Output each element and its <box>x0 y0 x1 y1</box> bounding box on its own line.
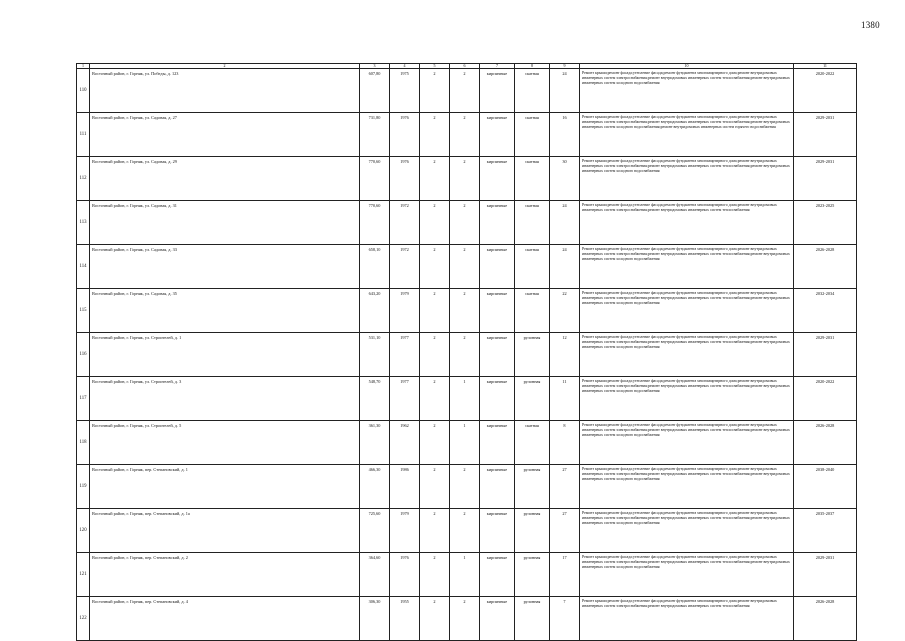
repair-period-cell: 2026-2028 <box>794 245 857 289</box>
repair-works-cell: Ремонт крыши;ремонт фасада;утепление фасада;ремонт фундамента многоквартирного дома;ремонт внутридомовых инженерных систем электроснабжения;ремонт внутридомовых инженерных систем теплоснабжения;ремонт внутридомовых инженерных систем холодного водоснабжения <box>580 245 794 289</box>
column-number: 4 <box>390 64 420 69</box>
repair-works-cell: Ремонт крыши;ремонт фасада;утепление фасада;ремонт фундамента многоквартирного дома;ремонт внутридомовых инженерных систем электроснабжения;ремонт внутридомовых инженерных систем теплоснабжения;ремонт внутридомовых инженерных систем холодного водоснабжения <box>580 465 794 509</box>
entrances-cell: 2 <box>450 465 480 509</box>
entrances-cell: 2 <box>450 597 480 641</box>
table-row <box>77 421 857 465</box>
row-number: 119 <box>77 465 90 509</box>
table-body <box>77 69 857 641</box>
repair-works-cell: Ремонт крыши;ремонт фасада;утепление фасада;ремонт фундамента многоквартирного дома;ремонт внутридомовых инженерных систем электроснабжения;ремонт внутридомовых инженерных систем теплоснабжения;ремонт внутридомовых инженерных систем холодного водоснабжения;ремонт внутридомовых инженерных систем горячего водоснабжения <box>580 113 794 157</box>
page-number: 1380 <box>861 20 880 30</box>
apartments-cell: 11 <box>550 377 580 421</box>
column-number: 10 <box>580 64 794 69</box>
entrances-cell: 2 <box>450 245 480 289</box>
area-cell: 725,60 <box>360 509 390 553</box>
apartments-cell: 27 <box>550 509 580 553</box>
entrances-cell: 2 <box>450 201 480 245</box>
roof-type-cell: рулонная <box>515 333 550 377</box>
wall-material-cell: кирпичные <box>480 509 515 553</box>
repair-works-cell: Ремонт крыши;ремонт фасада;утепление фасада;ремонт фундамента многоквартирного дома;ремонт внутридомовых инженерных систем электроснабжения;ремонт внутридомовых инженерных систем теплоснабжения;ремонт внутридомовых инженерных систем холодного водоснабжения <box>580 69 794 113</box>
floors-cell: 2 <box>420 245 450 289</box>
entrances-cell: 2 <box>450 157 480 201</box>
area-cell: 548,70 <box>360 377 390 421</box>
year-built-cell: 1955 <box>390 597 420 641</box>
floors-cell: 2 <box>420 465 450 509</box>
wall-material-cell: кирпичные <box>480 597 515 641</box>
repair-works-cell: Ремонт крыши;ремонт фасада;утепление фасада;ремонт фундамента многоквартирного дома;ремонт внутридомовых инженерных систем электроснабжения;ремонт внутридомовых инженерных систем теплоснабжения;ремонт внутридомовых инженерных систем холодного водоснабжения <box>580 553 794 597</box>
row-number: 118 <box>77 421 90 465</box>
column-number: 7 <box>480 64 515 69</box>
row-number: 112 <box>77 157 90 201</box>
repair-period-cell: 2029-2031 <box>794 113 857 157</box>
area-cell: 770,60 <box>360 157 390 201</box>
apartments-cell: 24 <box>550 69 580 113</box>
year-built-cell: 1976 <box>390 113 420 157</box>
apartments-cell: 27 <box>550 465 580 509</box>
roof-type-cell: рулонная <box>515 553 550 597</box>
column-number: 1 <box>77 64 90 69</box>
year-built-cell: 1962 <box>390 421 420 465</box>
row-number: 121 <box>77 553 90 597</box>
capital-repair-table <box>76 63 857 641</box>
table-row <box>77 333 857 377</box>
address-cell: Восточный район, г. Горняк, ул. Садовая, д. 33 <box>90 245 360 289</box>
repair-period-cell: 2029-2031 <box>794 157 857 201</box>
wall-material-cell: кирпичные <box>480 377 515 421</box>
column-number: 8 <box>515 64 550 69</box>
table-row <box>77 465 857 509</box>
year-built-cell: 1986 <box>390 465 420 509</box>
entrances-cell: 1 <box>450 553 480 597</box>
address-cell: Восточный район, г. Горняк, пер. Степановский, д. 1 <box>90 465 360 509</box>
apartments-cell: 24 <box>550 201 580 245</box>
column-number: 2 <box>90 64 360 69</box>
column-number: 3 <box>360 64 390 69</box>
entrances-cell: 2 <box>450 69 480 113</box>
area-cell: 531,10 <box>360 333 390 377</box>
repair-works-cell: Ремонт крыши;ремонт фасада;утепление фасада;ремонт фундамента многоквартирного дома;ремонт внутридомовых инженерных систем электроснабжения;ремонт внутридомовых инженерных систем теплоснабжения <box>580 201 794 245</box>
floors-cell: 2 <box>420 157 450 201</box>
entrances-cell: 1 <box>450 377 480 421</box>
repair-works-cell: Ремонт крыши;ремонт фасада;утепление фасада;ремонт фундамента многоквартирного дома;ремонт внутридомовых инженерных систем электроснабжения;ремонт внутридомовых инженерных систем теплоснабжения;ремонт внутридомовых инженерных систем холодного водоснабжения <box>580 333 794 377</box>
row-number: 117 <box>77 377 90 421</box>
address-cell: Восточный район, г. Горняк, ул. Садовая, д. 27 <box>90 113 360 157</box>
roof-type-cell: рулонная <box>515 377 550 421</box>
floors-cell: 2 <box>420 509 450 553</box>
roof-type-cell: скатная <box>515 201 550 245</box>
address-cell: Восточный район, г. Горняк, ул. Строителей, д. 5 <box>90 421 360 465</box>
roof-type-cell: скатная <box>515 245 550 289</box>
entrances-cell: 2 <box>450 113 480 157</box>
roof-type-cell: рулонная <box>515 509 550 553</box>
table-row <box>77 553 857 597</box>
address-cell: Восточный район, г. Горняк, пер. Степановский, д. 1а <box>90 509 360 553</box>
year-built-cell: 1976 <box>390 553 420 597</box>
roof-type-cell: рулонная <box>515 465 550 509</box>
year-built-cell: 1972 <box>390 245 420 289</box>
address-cell: Восточный район, г. Горняк, пер. Степановский, д. 2 <box>90 553 360 597</box>
area-cell: 770,60 <box>360 201 390 245</box>
row-number: 115 <box>77 289 90 333</box>
row-number: 113 <box>77 201 90 245</box>
repair-works-cell: Ремонт крыши;ремонт фасада;утепление фасада;ремонт фундамента многоквартирного дома;ремонт внутридомовых инженерных систем электроснабжения;ремонт внутридомовых инженерных систем теплоснабжения <box>580 597 794 641</box>
year-built-cell: 1977 <box>390 333 420 377</box>
year-built-cell: 1975 <box>390 69 420 113</box>
floors-cell: 2 <box>420 289 450 333</box>
address-cell: Восточный район, г. Горняк, ул. Строителей, д. 3 <box>90 377 360 421</box>
year-built-cell: 1977 <box>390 377 420 421</box>
repair-period-cell: 2020-2022 <box>794 377 857 421</box>
row-number: 120 <box>77 509 90 553</box>
roof-type-cell: скатная <box>515 421 550 465</box>
table-row <box>77 157 857 201</box>
floors-cell: 2 <box>420 333 450 377</box>
repair-period-cell: 2026-2028 <box>794 597 857 641</box>
row-number: 114 <box>77 245 90 289</box>
table-row <box>77 597 857 641</box>
floors-cell: 2 <box>420 113 450 157</box>
repair-works-cell: Ремонт крыши;ремонт фасада;утепление фасада;ремонт фундамента многоквартирного дома;ремонт внутридомовых инженерных систем электроснабжения;ремонт внутридомовых инженерных систем теплоснабжения;ремонт внутридомовых инженерных систем холодного водоснабжения <box>580 289 794 333</box>
roof-type-cell: рулонная <box>515 597 550 641</box>
apartments-cell: 16 <box>550 113 580 157</box>
repair-period-cell: 2023-2025 <box>794 201 857 245</box>
repair-period-cell: 2035-2037 <box>794 509 857 553</box>
entrances-cell: 2 <box>450 333 480 377</box>
row-number: 116 <box>77 333 90 377</box>
repair-works-cell: Ремонт крыши;ремонт фасада;утепление фасада;ремонт фундамента многоквартирного дома;ремонт внутридомовых инженерных систем электроснабжения;ремонт внутридомовых инженерных систем теплоснабжения;ремонт внутридомовых инженерных систем холодного водоснабжения <box>580 421 794 465</box>
table-row <box>77 69 857 113</box>
row-number: 110 <box>77 69 90 113</box>
wall-material-cell: кирпичные <box>480 113 515 157</box>
area-cell: 306,30 <box>360 597 390 641</box>
table-row <box>77 113 857 157</box>
floors-cell: 2 <box>420 421 450 465</box>
year-built-cell: 1979 <box>390 289 420 333</box>
roof-type-cell: скатная <box>515 69 550 113</box>
wall-material-cell: кирпичные <box>480 465 515 509</box>
entrances-cell: 2 <box>450 289 480 333</box>
floors-cell: 2 <box>420 597 450 641</box>
year-built-cell: 1972 <box>390 201 420 245</box>
wall-material-cell: кирпичные <box>480 421 515 465</box>
floors-cell: 2 <box>420 201 450 245</box>
table-row <box>77 289 857 333</box>
repair-period-cell: 2029-2031 <box>794 553 857 597</box>
wall-material-cell: кирпичные <box>480 245 515 289</box>
area-cell: 658,10 <box>360 245 390 289</box>
year-built-cell: 1979 <box>390 509 420 553</box>
wall-material-cell: кирпичные <box>480 201 515 245</box>
column-number: 5 <box>420 64 450 69</box>
apartments-cell: 24 <box>550 245 580 289</box>
repair-works-cell: Ремонт крыши;ремонт фасада;утепление фасада;ремонт фундамента многоквартирного дома;ремонт внутридомовых инженерных систем электроснабжения;ремонт внутридомовых инженерных систем теплоснабжения;ремонт внутридомовых инженерных систем холодного водоснабжения <box>580 509 794 553</box>
repair-period-cell: 2026-2028 <box>794 421 857 465</box>
apartments-cell: 8 <box>550 421 580 465</box>
table-row <box>77 245 857 289</box>
table-row <box>77 377 857 421</box>
repair-period-cell: 2032-2034 <box>794 289 857 333</box>
table-row <box>77 201 857 245</box>
floors-cell: 2 <box>420 377 450 421</box>
apartments-cell: 22 <box>550 289 580 333</box>
area-cell: 731,80 <box>360 113 390 157</box>
repair-works-cell: Ремонт крыши;ремонт фасада;утепление фасада;ремонт фундамента многоквартирного дома;ремонт внутридомовых инженерных систем электроснабжения;ремонт внутридомовых инженерных систем теплоснабжения;ремонт внутридомовых инженерных систем холодного водоснабжения <box>580 157 794 201</box>
apartments-cell: 17 <box>550 553 580 597</box>
year-built-cell: 1976 <box>390 157 420 201</box>
apartments-cell: 12 <box>550 333 580 377</box>
wall-material-cell: кирпичные <box>480 333 515 377</box>
row-number: 122 <box>77 597 90 641</box>
apartments-cell: 7 <box>550 597 580 641</box>
repair-works-cell: Ремонт крыши;ремонт фасада;утепление фасада;ремонт фундамента многоквартирного дома;ремонт внутридомовых инженерных систем электроснабжения;ремонт внутридомовых инженерных систем теплоснабжения;ремонт внутридомовых инженерных систем холодного водоснабжения <box>580 377 794 421</box>
table-row <box>77 509 857 553</box>
area-cell: 643,20 <box>360 289 390 333</box>
wall-material-cell: кирпичные <box>480 69 515 113</box>
column-number: 9 <box>550 64 580 69</box>
area-cell: 466,30 <box>360 465 390 509</box>
address-cell: Восточный район, г. Горняк, ул. Строителей, д. 1 <box>90 333 360 377</box>
repair-period-cell: 2020-2022 <box>794 69 857 113</box>
floors-cell: 2 <box>420 69 450 113</box>
address-cell: Восточный район, г. Горняк, ул. Садовая, д. 35 <box>90 289 360 333</box>
wall-material-cell: кирпичные <box>480 289 515 333</box>
column-number: 6 <box>450 64 480 69</box>
roof-type-cell: скатная <box>515 113 550 157</box>
column-number: 11 <box>794 64 857 69</box>
floors-cell: 2 <box>420 553 450 597</box>
apartments-cell: 30 <box>550 157 580 201</box>
area-cell: 361,30 <box>360 421 390 465</box>
area-cell: 364,60 <box>360 553 390 597</box>
entrances-cell: 1 <box>450 421 480 465</box>
wall-material-cell: кирпичные <box>480 553 515 597</box>
roof-type-cell: скатная <box>515 289 550 333</box>
address-cell: Восточный район, г. Горняк, пер. Степановский, д. 4 <box>90 597 360 641</box>
address-cell: Восточный район, г. Горняк, ул. Садовая, д. 31 <box>90 201 360 245</box>
roof-type-cell: скатная <box>515 157 550 201</box>
row-number: 111 <box>77 113 90 157</box>
address-cell: Восточный район, г. Горняк, ул. Садовая, д. 29 <box>90 157 360 201</box>
wall-material-cell: кирпичные <box>480 157 515 201</box>
entrances-cell: 2 <box>450 509 480 553</box>
area-cell: 607,80 <box>360 69 390 113</box>
repair-period-cell: 2038-2040 <box>794 465 857 509</box>
repair-period-cell: 2029-2031 <box>794 333 857 377</box>
address-cell: Восточный район, г. Горняк, ул. Победы, д. 123 <box>90 69 360 113</box>
